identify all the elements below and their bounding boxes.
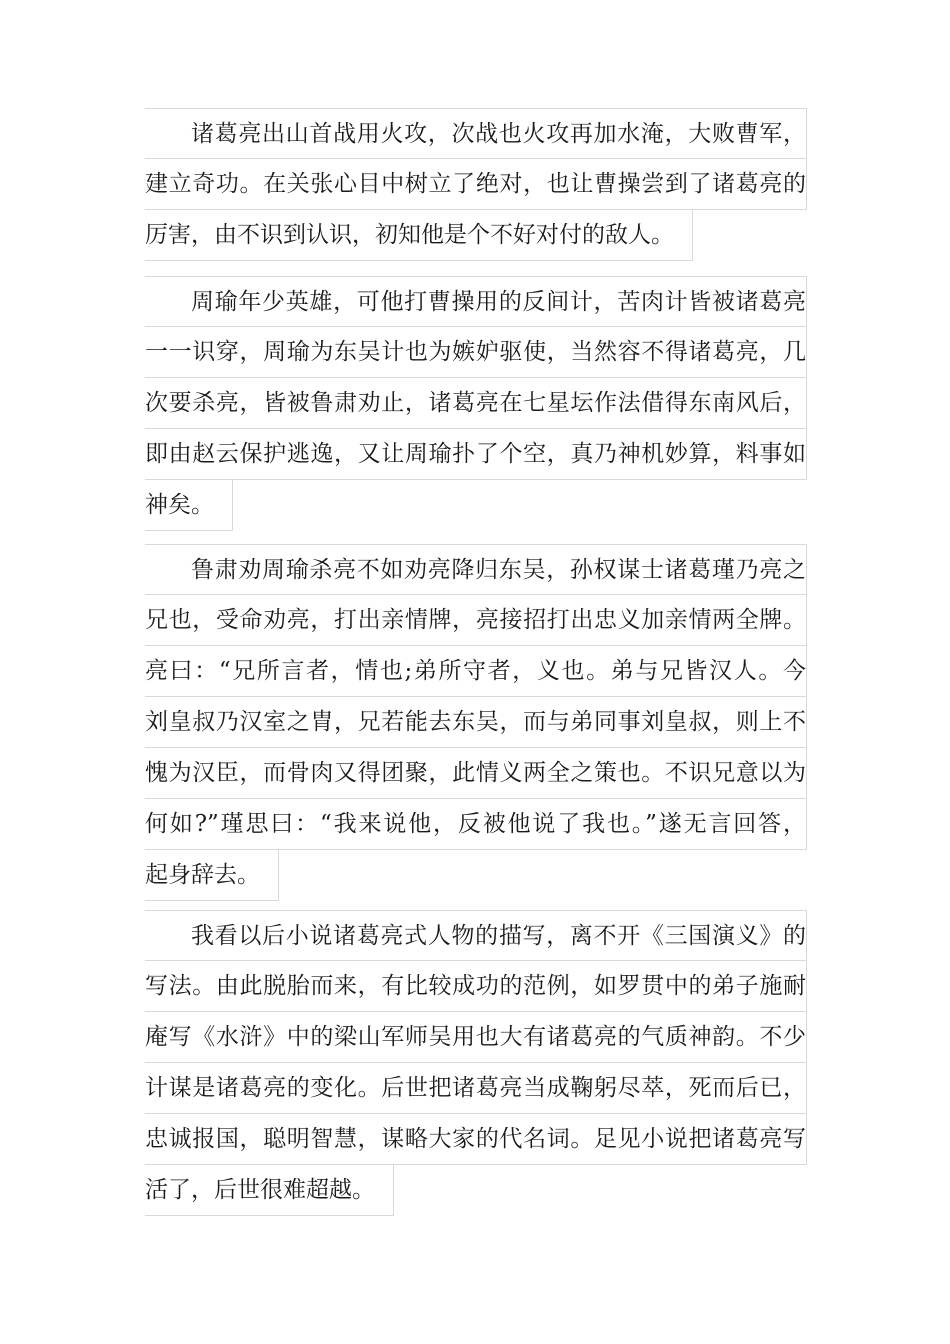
- text-line: 次要杀亮，皆被鲁肃劝止，诸葛亮在七星坛作法借得东南风后，: [145, 378, 807, 429]
- text-line: 庵写《水浒》中的梁山军师吴用也大有诸葛亮的气质神韵。不少: [145, 1012, 807, 1063]
- paragraph-2: [145, 276, 807, 536]
- text-line: 兄也，受命劝亮，打出亲情牌，亮接招打出忠义加亲情两全牌。: [145, 595, 807, 646]
- text-line: 愧为汉臣，而骨肉又得团聚，此情义两全之策也。不识兄意以为: [145, 748, 807, 799]
- text-line: 起身辞去。: [145, 850, 279, 901]
- text-line: 刘皇叔乃汉室之胄，兄若能去东吴，而与弟同事刘皇叔，则上不: [145, 697, 807, 748]
- text-line: 我看以后小说诸葛亮式人物的描写，离不开《三国演义》的: [145, 910, 807, 961]
- text-line: 周瑜年少英雄，可他打曹操用的反间计，苦肉计皆被诸葛亮: [145, 276, 807, 327]
- text-line: 厉害，由不识到认识，初知他是个不好对付的敌人。: [145, 210, 693, 261]
- text-line: 即由赵云保护逃逸，又让周瑜扑了个空，真乃神机妙算，料事如: [145, 429, 807, 480]
- paragraph-1: [145, 108, 807, 266]
- paragraph-3: [145, 544, 807, 906]
- text-line: 鲁肃劝周瑜杀亮不如劝亮降归东吴，孙权谋士诸葛瑾乃亮之: [145, 544, 807, 595]
- paragraph-4: [145, 910, 807, 1221]
- text-line: 亮曰：“兄所言者，情也;弟所守者，义也。弟与兄皆汉人。今: [145, 646, 807, 697]
- text-line: 计谋是诸葛亮的变化。后世把诸葛亮当成鞠躬尽萃，死而后已，: [145, 1063, 807, 1114]
- text-line: 建立奇功。在关张心目中树立了绝对，也让曹操尝到了诸葛亮的: [145, 159, 807, 210]
- text-line: 一一识穿，周瑜为东吴计也为嫉妒驱使，当然容不得诸葛亮，几: [145, 327, 807, 378]
- text-line: 诸葛亮出山首战用火攻，次战也火攻再加水淹，大败曹军，: [145, 108, 807, 159]
- text-line: 神矣。: [145, 480, 233, 531]
- text-line: 忠诚报国，聪明智慧，谋略大家的代名词。足见小说把诸葛亮写: [145, 1114, 807, 1165]
- text-line: 活了，后世很难超越。: [145, 1165, 394, 1216]
- text-line: 写法。由此脱胎而来，有比较成功的范例，如罗贯中的弟子施耐: [145, 961, 807, 1012]
- text-line: 何如?”瑾思曰：“我来说他，反被他说了我也。”遂无言回答，: [145, 799, 807, 850]
